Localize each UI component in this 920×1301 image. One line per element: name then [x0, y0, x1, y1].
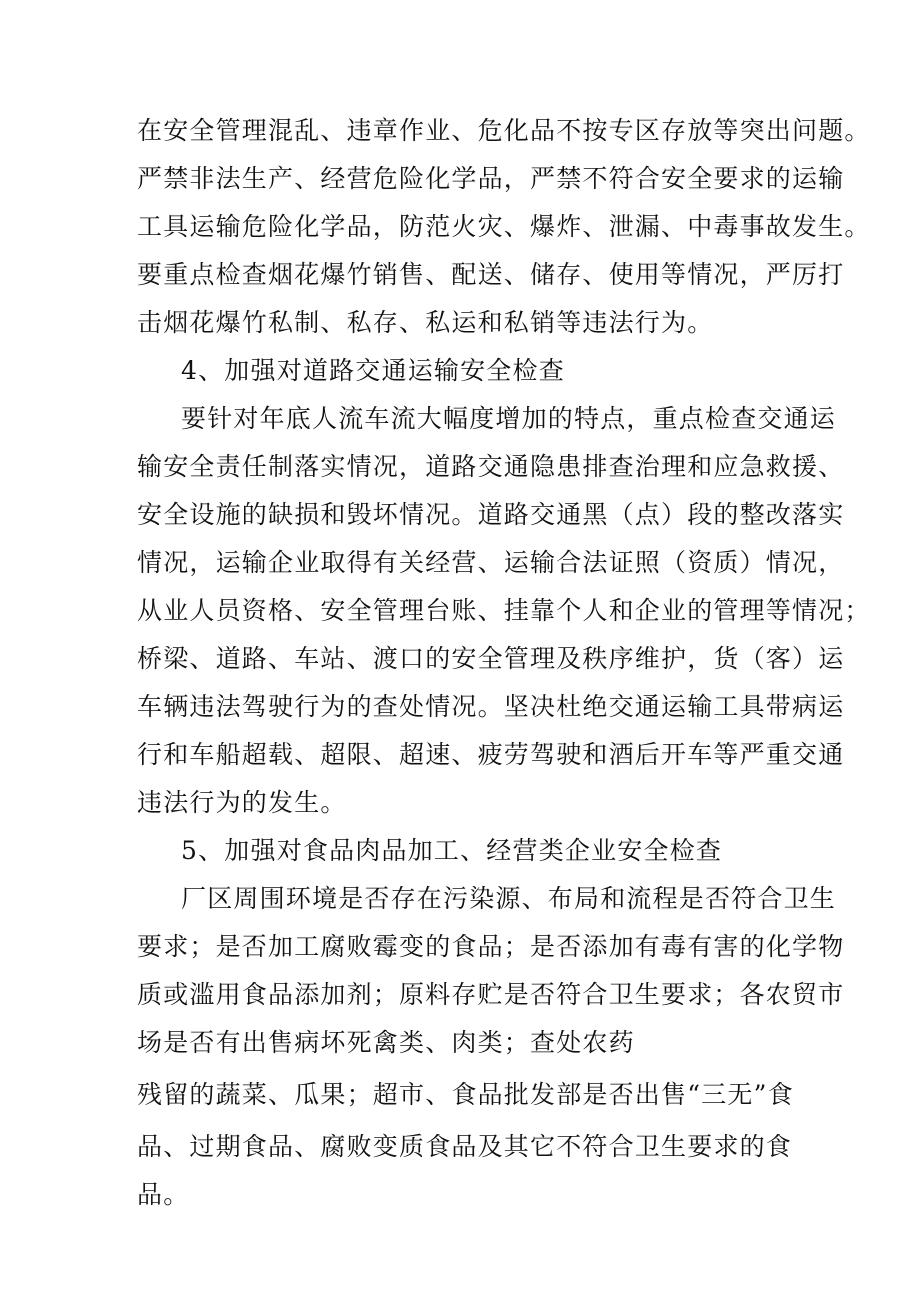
paragraph-line-18: 场是否有出售病坏死禽类、肉类；查处农药 [137, 1028, 635, 1057]
paragraph-line-7: 输安全责任制落实情况，道路交通隐患排查治理和应急救援、 [137, 452, 845, 481]
paragraph-line-14: 违法行为的发生。 [137, 788, 347, 817]
paragraph-line-6: 要针对年底人流车流大幅度增加的特点，重点检查交通运 [181, 404, 837, 433]
paragraph-line-15: 厂区周围环境是否存在污染源、布局和流程是否符合卫生 [181, 884, 837, 913]
paragraph-line-16: 要求；是否加工腐败霉变的食品；是否添加有毒有害的化学物 [137, 932, 845, 961]
paragraph-line-9: 情况，运输企业取得有关经营、运输合法证照（资质）情况， [137, 548, 845, 577]
paragraph-line-20: 品、过期食品、腐败变质食品及其它不符合卫生要求的食 [137, 1132, 793, 1161]
section-heading-4: 4、加强对道路交通运输安全检查 [181, 356, 565, 385]
paragraph-line-1: 在安全管理混乱、违章作业、危化品不按专区存放等突出问题。 [137, 116, 871, 145]
paragraph-line-5: 击烟花爆竹私制、私存、私运和私销等违法行为。 [137, 308, 714, 337]
paragraph-line-2: 严禁非法生产、经营危险化学品，严禁不符合安全要求的运输 [137, 164, 845, 193]
paragraph-line-3: 工具运输危险化学品，防范火灾、爆炸、泄漏、中毒事故发生。 [137, 212, 871, 241]
paragraph-line-8: 安全设施的缺损和毁坏情况。道路交通黑（点）段的整改落实 [137, 500, 845, 529]
section-heading-5: 5、加强对食品肉品加工、经营类企业安全检查 [181, 836, 723, 865]
paragraph-line-13: 行和车船超载、超限、超速、疲劳驾驶和酒后开车等严重交通 [137, 740, 845, 769]
paragraph-line-11: 桥梁、道路、车站、渡口的安全管理及秩序维护，货（客）运 [137, 644, 845, 673]
paragraph-line-10: 从业人员资格、安全管理台账、挂靠个人和企业的管理等情况； [137, 596, 871, 625]
paragraph-line-4: 要重点检查烟花爆竹销售、配送、储存、使用等情况，严厉打 [137, 260, 845, 289]
paragraph-line-19: 残留的蔬菜、瓜果；超市、食品批发部是否出售“三无”食 [137, 1080, 794, 1109]
paragraph-line-12: 车辆违法驾驶行为的查处情况。坚决杜绝交通运输工具带病运 [137, 692, 845, 721]
paragraph-line-21: 品。 [137, 1180, 190, 1209]
paragraph-line-17: 质或滥用食品添加剂；原料存贮是否符合卫生要求；各农贸市 [137, 980, 845, 1009]
